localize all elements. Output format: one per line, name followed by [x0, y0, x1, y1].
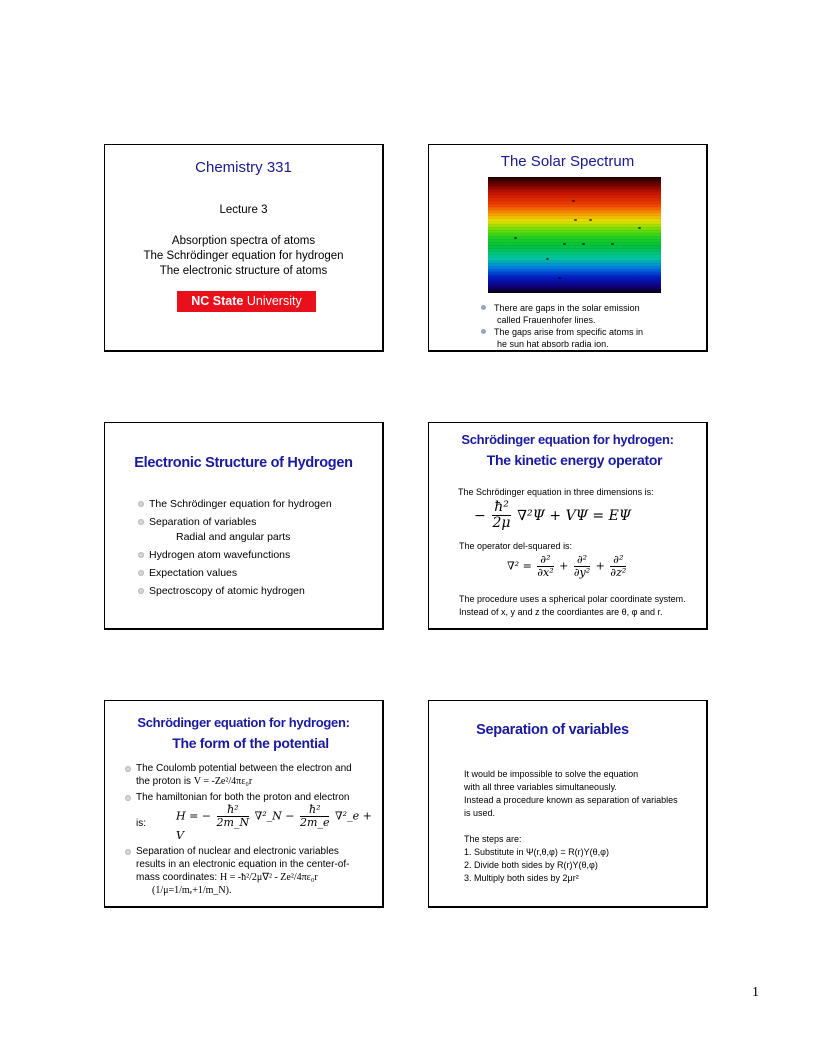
plus-sign: +	[595, 559, 605, 573]
body-text: The operator del-squared is:	[459, 541, 573, 551]
slide-title: Separation of variables	[476, 722, 629, 738]
bullet-list	[138, 495, 378, 600]
equation-part: H = −	[176, 809, 212, 823]
bullet-circle-icon	[125, 766, 131, 772]
body-text-line: Instead of x, y and z the coordiantes are θ, φ and r.	[459, 607, 663, 617]
bullet-text: Hydrogen atom wavefunctions	[149, 549, 291, 561]
slide-title-line-2: The kinetic energy operator	[486, 452, 663, 468]
bullet-circle-icon	[138, 570, 144, 576]
steps-list	[464, 833, 609, 885]
step-item: 1. Substitute in Ψ(r,θ,φ) = R(r)Y(θ,φ)	[464, 847, 609, 857]
solar-spectrum-image	[488, 177, 661, 293]
bullet-text	[136, 871, 380, 884]
numerator: ħ²	[300, 804, 329, 817]
slide-6-separation-of-variables	[428, 700, 708, 908]
bullet-text: results in an electronic equation in the center-of-	[136, 859, 350, 871]
bullet-text: Spectroscopy of atomic hydrogen	[149, 585, 305, 597]
denominator: ∂y²	[573, 566, 591, 580]
bullet-list	[481, 302, 701, 350]
denominator: 2m_e	[300, 816, 330, 830]
fraction	[610, 554, 626, 579]
absorption-line	[546, 258, 549, 260]
denominator: 2μ	[492, 515, 511, 532]
bullet-text: The Coulomb potential between the electron and	[136, 763, 352, 774]
slide-1-title	[104, 144, 384, 352]
bullet-circle-icon	[138, 519, 144, 525]
reduced-mass-formula: (1/μ=1/mₑ+1/m_N).	[152, 885, 232, 897]
spectrum-line-overlay	[488, 177, 661, 293]
bullet-item	[481, 302, 701, 326]
steps-heading: The steps are:	[464, 834, 522, 844]
slide-2-solar-spectrum	[428, 144, 708, 352]
numerator: ∂²	[610, 554, 626, 567]
slide-title: Electronic Structure of Hydrogen	[134, 455, 353, 471]
bullet-text: Expectation values	[149, 567, 238, 579]
absorption-line	[558, 277, 561, 279]
schrodinger-equation	[474, 500, 631, 532]
bullet-item	[125, 845, 380, 897]
absorption-line	[582, 243, 585, 245]
bullet-circle-icon	[138, 501, 144, 507]
numerator: ħ²	[494, 499, 509, 515]
text-part: the proton is	[136, 776, 194, 787]
absorption-line	[563, 243, 566, 245]
paragraph-line: Instead a procedure known as separation of variables	[464, 795, 678, 805]
plus-sign: +	[559, 559, 569, 573]
bullet-dot-icon	[481, 305, 486, 310]
bullet-item	[138, 582, 378, 600]
bullet-text: he sun hat absorb radia ion.	[497, 339, 609, 349]
bullet-circle-icon	[138, 552, 144, 558]
hamiltonian-row	[136, 804, 380, 842]
bullet-circle-icon	[125, 795, 131, 801]
bullet-item	[138, 546, 378, 564]
numerator: ∂²	[537, 554, 553, 567]
bullet-item	[481, 326, 701, 350]
bullet-text: The hamiltonian for both the proton and electron	[136, 792, 350, 803]
bullet-dot-icon	[481, 329, 486, 334]
bullet-text: Separation of variables	[149, 516, 257, 528]
slide-5-form-of-potential	[104, 700, 384, 908]
absorption-line	[638, 227, 641, 229]
logo-bold-text: NC State	[191, 294, 244, 308]
bullet-text: is:	[136, 817, 146, 829]
equation-part: ∇²_N −	[254, 809, 295, 823]
bullet-text: The gaps arise from specific atoms in	[494, 327, 644, 337]
fraction	[537, 554, 553, 579]
absorption-line	[514, 237, 517, 239]
fraction	[492, 500, 511, 532]
slide-title-line-1: Schrödinger equation for hydrogen:	[137, 715, 350, 730]
body-text-line: The procedure uses a spherical polar coordinate system.	[459, 594, 686, 604]
absorption-line	[574, 219, 577, 221]
slide-title-line-1: Schrödinger equation for hydrogen:	[461, 432, 674, 447]
fraction	[217, 804, 250, 829]
topic-item: The Schrödinger equation for hydrogen	[143, 250, 344, 262]
slide-4-kinetic-energy-operator	[428, 422, 708, 630]
equation-part: ∇² =	[507, 559, 532, 573]
absorption-line	[589, 219, 592, 221]
bullet-list	[125, 762, 380, 897]
bullet-item	[125, 791, 380, 842]
paragraph-line: with all three variables simultaneously.	[464, 782, 617, 792]
denominator: ∂z²	[610, 566, 627, 580]
equation-part: −	[474, 507, 486, 524]
numerator: ∂²	[574, 554, 590, 567]
fraction	[574, 554, 590, 579]
bullet-text: There are gaps in the solar emission	[494, 303, 640, 313]
bullet-text: The Schrödinger equation for hydrogen	[149, 498, 332, 510]
logo-regular-text: University	[243, 294, 302, 308]
paragraph	[464, 768, 678, 820]
bullet-circle-icon	[138, 588, 144, 594]
nc-state-logo	[177, 291, 316, 312]
del-squared-equation	[507, 554, 628, 579]
denominator: 2m_N	[216, 816, 250, 830]
step-item: 3. Multiply both sides by 2μr²	[464, 873, 579, 883]
coulomb-formula: V = -Ze²/4πε₀r	[193, 776, 253, 787]
equation-part: ∇²Ψ + VΨ = EΨ	[517, 507, 632, 524]
slide-title-line-2: The form of the potential	[172, 735, 329, 751]
electronic-hamiltonian-formula: H = -ħ²/2μ∇² - Ze²/4πε₀r	[219, 872, 318, 884]
paragraph-line: It would be impossible to solve the equation	[464, 769, 639, 779]
equation-part: ∇²_e + V	[176, 809, 372, 843]
bullet-text: Separation of nuclear and electronic variables	[136, 846, 339, 858]
topic-list	[105, 234, 382, 279]
bullet-text: called Frauenhofer lines.	[497, 315, 596, 325]
topic-item: Absorption spectra of atoms	[171, 235, 316, 247]
slide-title: The Solar Spectrum	[500, 153, 635, 170]
lecture-number: Lecture 3	[219, 204, 268, 216]
slide-title: Chemistry 331	[195, 159, 292, 176]
text-part: mass coordinates:	[136, 872, 220, 884]
hamiltonian-equation	[146, 804, 380, 842]
page-number: 1	[752, 985, 759, 1000]
numerator: ħ²	[217, 804, 250, 817]
absorption-line	[572, 200, 575, 202]
absorption-line	[611, 243, 614, 245]
bullet-item	[125, 762, 380, 788]
bullet-item	[138, 513, 378, 531]
sub-bullet-text: Radial and angular parts	[176, 531, 291, 543]
paragraph-line: is used.	[464, 808, 496, 818]
slide-3-electronic-structure	[104, 422, 384, 630]
bullet-circle-icon	[125, 849, 131, 855]
bullet-text	[136, 775, 380, 788]
denominator: ∂x²	[537, 566, 554, 580]
topic-item: The electronic structure of atoms	[159, 265, 328, 277]
fraction	[300, 804, 329, 829]
bullet-item	[138, 564, 378, 582]
bullet-item	[138, 495, 378, 513]
body-text	[459, 593, 686, 619]
body-text: The Schrödinger equation in three dimensions is:	[458, 487, 654, 497]
step-item: 2. Divide both sides by R(r)Y(θ,φ)	[464, 860, 598, 870]
